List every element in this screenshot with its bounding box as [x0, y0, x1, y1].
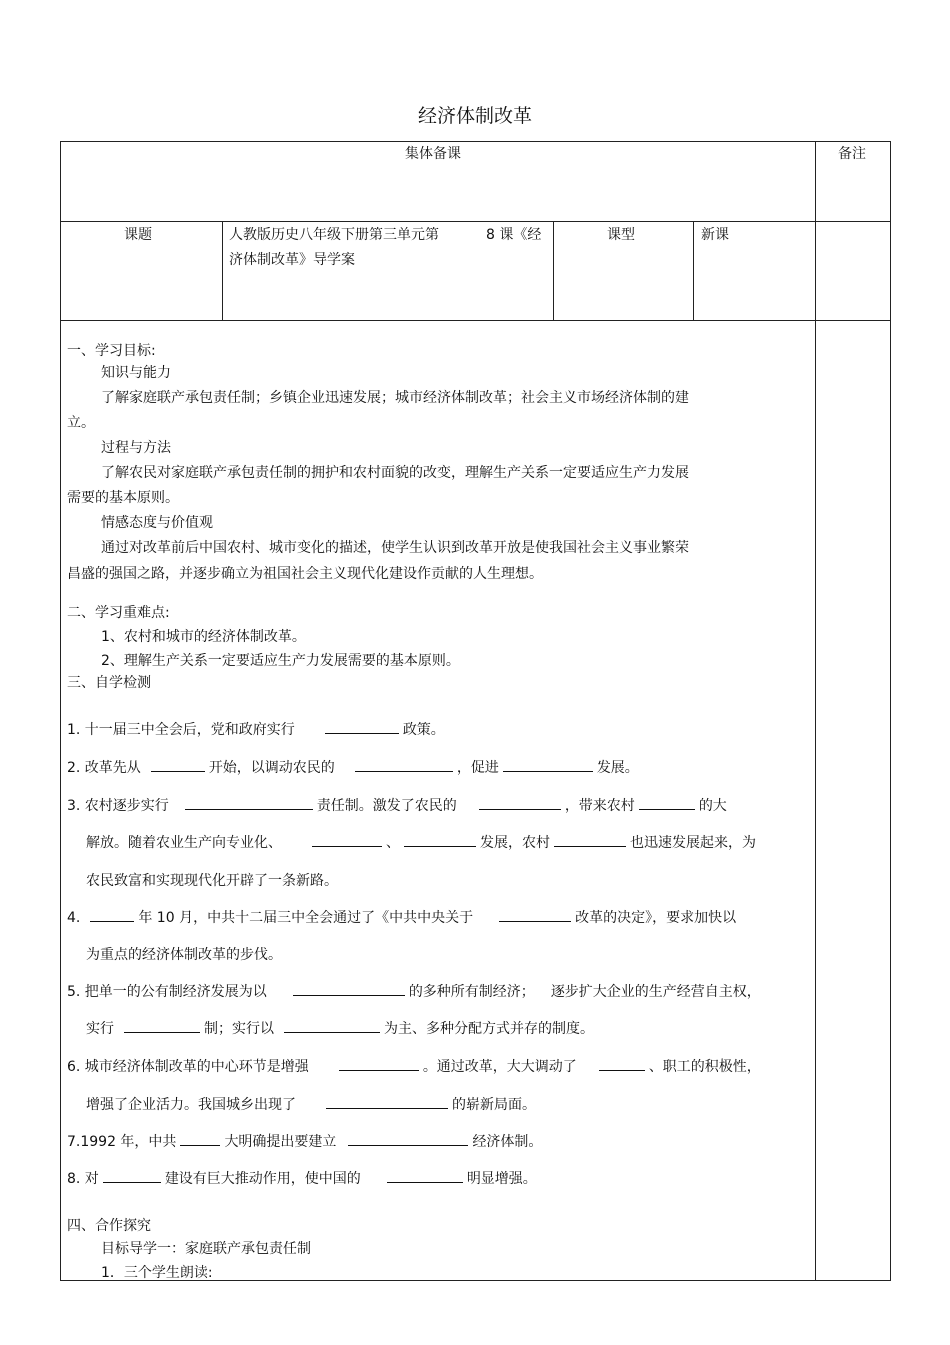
answer-blank[interactable] [339, 1056, 419, 1071]
answer-blank[interactable] [293, 981, 405, 996]
answer-blank[interactable] [103, 1168, 161, 1183]
answer-blank[interactable] [503, 757, 593, 772]
goals-emotion-title: 情感态度与价值观 [101, 515, 213, 531]
remarks-label: 备注 [838, 146, 866, 162]
question-3-line-2: 解放。随着农业生产向专业化、 、 发展，农村 也迅速发展起来，为 [86, 832, 756, 852]
answer-blank[interactable] [326, 1094, 448, 1109]
goals-process-line2: 需要的基本原则。 [67, 490, 179, 506]
answer-blank[interactable] [325, 719, 399, 734]
answer-blank[interactable] [124, 1018, 200, 1033]
key-point-2: 2、理解生产关系一定要适应生产力发展需要的基本原则。 [101, 653, 460, 669]
explore-goal-1: 目标导学一：家庭联产承包责任制 [101, 1241, 311, 1257]
question-5-line-1: 5. 把单一的公有制经济发展为以 的多种所有制经济； 逐步扩大企业的生产经营自主权， [67, 981, 761, 1001]
goals-heading: 一、学习目标: [67, 343, 156, 359]
type-value: 新课 [701, 227, 729, 243]
question-6-line-2: 增强了企业活力。我国城乡出现了 的崭新局面。 [86, 1094, 536, 1114]
explore-heading: 四、合作探究 [67, 1218, 151, 1234]
goals-knowledge-line2: 立。 [67, 415, 95, 431]
answer-blank[interactable] [355, 757, 453, 772]
answer-blank[interactable] [284, 1018, 380, 1033]
question-7: 7.1992 年，中共 大明确提出要建立 经济体制。 [67, 1131, 542, 1151]
answer-blank[interactable] [404, 832, 476, 847]
goals-process-title: 过程与方法 [101, 440, 171, 456]
question-4-line-2: 为重点的经济体制改革的步伐。 [86, 947, 282, 963]
goals-knowledge-title: 知识与能力 [101, 365, 171, 381]
answer-blank[interactable] [599, 1056, 645, 1071]
answer-blank[interactable] [312, 832, 382, 847]
question-6-line-1: 6. 城市经济体制改革的中心环节是增强 。通过改革，大大调动了 、职工的积极性， [67, 1056, 761, 1076]
self-test-heading: 三、自学检测 [67, 675, 151, 691]
answer-blank[interactable] [185, 795, 313, 810]
answer-blank[interactable] [180, 1131, 220, 1146]
answer-blank[interactable] [348, 1131, 468, 1146]
answer-blank[interactable] [499, 907, 571, 922]
goals-knowledge-line1: 了解家庭联产承包责任制；乡镇企业迅速发展；城市经济体制改革；社会主义市场经济体制的建 [101, 390, 689, 406]
group-prep-label: 集体备课 [405, 146, 461, 162]
question-3-line-3: 农民致富和实现现代化开辟了一条新路。 [86, 873, 338, 889]
answer-blank[interactable] [90, 907, 134, 922]
answer-blank[interactable] [151, 757, 205, 772]
question-2: 2. 改革先从 开始，以调动农民的 ，促进 发展。 [67, 757, 639, 777]
question-4-line-1: 4. 年 10 月，中共十二届三中全会通过了《中共中央关于 改革的决定》，要求加快以 [67, 907, 736, 927]
answer-blank[interactable] [639, 795, 695, 810]
page-title: 经济体制改革 [417, 105, 532, 127]
question-8: 8. 对 建设有巨大推动作用，使中国的 明显增强。 [67, 1168, 537, 1188]
question-3-line-1: 3. 农村逐步实行 责任制。激发了农民的 ，带来农村 的大 [67, 795, 727, 815]
topic-label: 课题 [124, 227, 152, 243]
answer-blank[interactable] [387, 1168, 463, 1183]
key-point-1: 1、农村和城市的经济体制改革。 [101, 629, 306, 645]
answer-blank[interactable] [479, 795, 561, 810]
topic-value-line2: 济体制改革》导学案 [229, 252, 355, 268]
goals-emotion-line2: 昌盛的强国之路，并逐步确立为祖国社会主义现代化建设作贡献的人生理想。 [67, 566, 543, 582]
type-label: 课型 [607, 227, 635, 243]
goals-emotion-line1: 通过对改革前后中国农村、城市变化的描述，使学生认识到改革开放是使我国社会主义事业繁荣 [101, 540, 689, 556]
explore-step-1: 1．三个学生朗读: [101, 1265, 213, 1281]
answer-blank[interactable] [554, 832, 626, 847]
goals-process-line1: 了解农民对家庭联产承包责任制的拥护和农村面貌的改变，理解生产关系一定要适应生产力发展 [101, 465, 689, 481]
question-1: 1. 十一届三中全会后，党和政府实行 政策。 [67, 719, 445, 739]
topic-value-lesson: 8 课《经 [486, 227, 542, 243]
question-5-line-2: 实行 制；实行以 为主、多种分配方式并存的制度。 [86, 1018, 594, 1038]
topic-value-line1: 人教版历史八年级下册第三单元第 [229, 227, 439, 243]
key-points-heading: 二、学习重难点: [67, 605, 170, 621]
